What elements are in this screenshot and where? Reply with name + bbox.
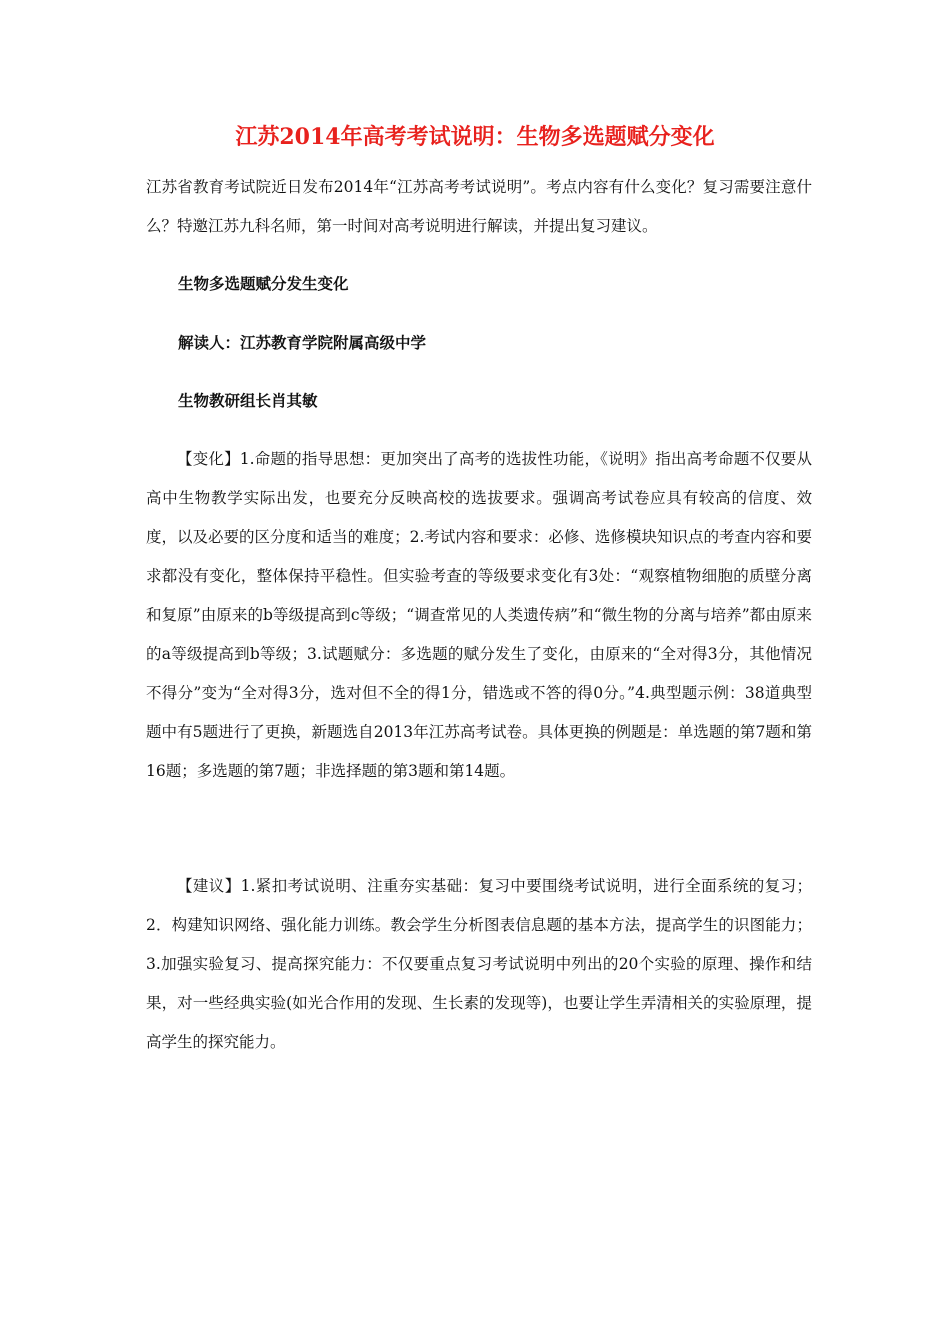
intro-paragraph: 江苏省教育考试院近日发布2014年“江苏高考考试说明”。考点内容有什么变化？复习需要注意什么？特邀江苏九科名师，第一时间对高考说明进行解读，并提出复习建议。 bbox=[146, 178, 812, 235]
advice-paragraph: 【建议】1.紧扣考试说明、注重夯实基础：复习中要围绕考试说明，进行全面系统的复习；2．构建知识网络、强化能力训练。教会学生分析图表信息题的基本方法，提高学生的识图能力；3.加强实验复习、提高探究能力：不仅要重点复习考试说明中列出的20个实验的原理、操作和结果，对一些经典实验(如光合作用的发现、生长素的发现等)，也要让学生弄清相关的实验原理，提高学生的探究能力。 bbox=[146, 877, 812, 1051]
changes-paragraph: 【变化】1.命题的指导思想：更加突出了高考的选拔性功能，《说明》指出高考命题不仅要从高中生物教学实际出发，也要充分反映高校的选拔要求。强调高考试卷应具有较高的信度、效度，以及必要的区分度和适当的难度；2.考试内容和要求：必修、选修模块知识点的考查内容和要求都没有变化，整体保持平稳性。但实验考查的等级要求变化有3处：“观察植物细胞的质壁分离和复原”由原来的b等级提高到c等级；“调查常见的人类遗传病”和“微生物的分离与培养”都由原来的a等级提高到b等级；3.试题赋分：多选题的赋分发生了变化，由原来的“全对得3分，其他情况不得分”变为“全对得3分，选对但不全的得1分，错选或不答的得0分。”4.典型题示例：38道典型题中有5题进行了更换，新题选自2013年江苏高考试卷。具体更换的例题是：单选题的第7题和第16题；多选题的第7题；非选择题的第3题和第14题。 bbox=[146, 450, 812, 780]
interpreter-label: 解读人：江苏教育学院附属高级中学 bbox=[178, 333, 427, 352]
interpreter-title: 生物教研组长肖其敏 bbox=[178, 391, 318, 410]
section-heading: 生物多选题赋分发生变化 bbox=[178, 274, 349, 293]
document-title: 江苏2014年高考考试说明：生物多选题赋分变化 bbox=[235, 124, 715, 150]
